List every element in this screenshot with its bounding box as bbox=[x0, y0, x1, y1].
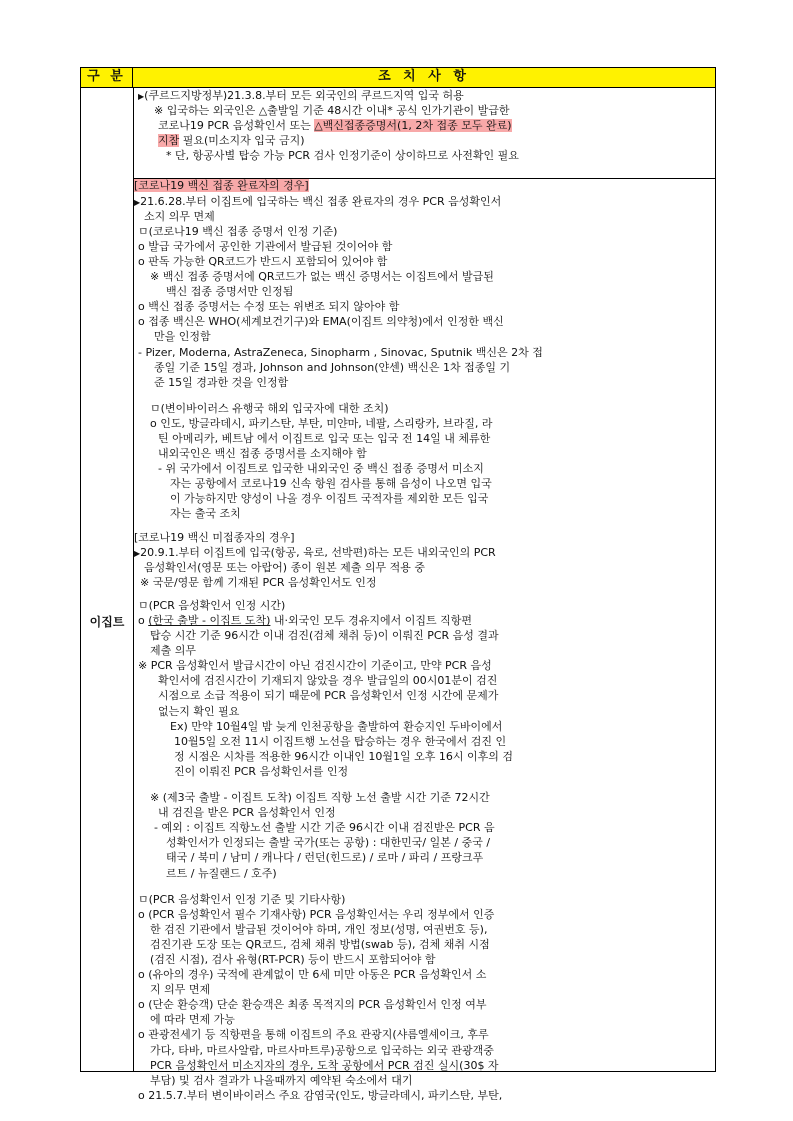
rule-line: 지 의무 면제 bbox=[150, 983, 211, 997]
subsection-heading: ㅁ(PCR 음성확인서 인정 기준 및 기타사항) bbox=[138, 892, 346, 906]
note-line: ※ (제3국 출발 - 이집트 도착) 이집트 직항 노선 출발 시간 기준 72시간 bbox=[150, 791, 490, 805]
rule-line: PCR 음성확인서 미소지자의 경우, 도착 공항에서 PCR 검진 실시(30$ 자 bbox=[150, 1058, 499, 1072]
column-divider bbox=[133, 88, 134, 1071]
footnote-line: * 단, 항공사별 탑승 가능 PCR 검사 인정기준이 상이하므로 사전확인 필요 bbox=[166, 149, 519, 163]
note-line: ※ 국문/영문 함께 기재된 PCR 음성확인서도 인정 bbox=[140, 575, 377, 589]
rule-line: 만을 인정함 bbox=[154, 330, 211, 344]
section-heading: [코로나19 백신 미접종자의 경우] bbox=[134, 530, 295, 544]
rule-line: o 21.5.7.부터 변이바이러스 주요 감염국(인도, 방글라데시, 파키스탄, 부탄, bbox=[138, 1088, 503, 1102]
note-line: ※ 백신 접종 증명서에 QR코드가 없는 백신 증명서는 이집트에서 발급된 bbox=[150, 270, 494, 284]
rule-line: o 판독 가능한 QR코드가 반드시 포함되어 있어야 함 bbox=[138, 254, 388, 268]
example-line: 10월5일 오전 11시 이집트행 노선을 탑승하는 경우 한국에서 검진 인 bbox=[174, 734, 507, 748]
triangle-bullet-icon: ▶ bbox=[134, 197, 141, 207]
example-line: 정 시점은 시차를 적용한 96시간 이내인 10월1일 오후 16시 이후의 검 bbox=[174, 749, 513, 763]
subsection-heading: ㅁ(PCR 음성확인서 인정 시간) bbox=[138, 598, 286, 612]
rule-line: 탑승 시간 기준 96시간 이내 검진(검체 채취 등)이 이뤄진 PCR 음성 결과 bbox=[150, 629, 499, 643]
section-heading: [코로나19 백신 접종 완료자의 경우] bbox=[134, 179, 309, 193]
note-line: 코로나19 PCR 음성확인서 또는 △백신접종증명서(1, 2차 접종 모두 완료) bbox=[158, 119, 512, 133]
rule-line: o 인도, 방글라데시, 파키스탄, 부탄, 미얀마, 네팔, 스리랑카, 브라질, 라 bbox=[150, 416, 493, 430]
rule-line: ▶21.6.28.부터 이집트에 입국하는 백신 접종 완료자의 경우 PCR 음성확인서 bbox=[134, 194, 502, 208]
triangle-bullet-icon: ▶ bbox=[134, 548, 141, 558]
note-line: 태국 / 북미 / 남미 / 캐나다 / 런던(힌드로) / 로마 / 파리 / 프랑크푸 bbox=[166, 851, 484, 865]
rule-line: 자는 출국 조치 bbox=[170, 507, 241, 521]
measures-content bbox=[134, 88, 694, 1103]
header-measures: 조 치 사 항 bbox=[378, 69, 470, 84]
rule-line: 준 15일 경과한 것을 인정함 bbox=[154, 375, 289, 389]
rule-line: ▶20.9.1.부터 이집트에 입국(항공, 육로, 선박편)하는 모든 내외국인의 PCR bbox=[134, 545, 496, 559]
note-line: 르트 / 뉴질랜드 / 호주) bbox=[166, 866, 277, 880]
rule-line: o (PCR 음성확인서 필수 기재사항) PCR 음성확인서는 우리 정부에서 인증 bbox=[138, 907, 495, 921]
kurdistan-entry-line: ▶(쿠르드지방정부)21.3.8.부터 모든 외국인의 쿠르드지역 입국 허용 bbox=[138, 89, 464, 102]
rule-line: 종일 기준 15일 경과, Johnson and Johnson(얀센) 백신은 1차 접종일 기 bbox=[154, 360, 511, 374]
highlighted-text: △백신접종증명서(1, 2차 접종 모두 완료) bbox=[314, 119, 512, 133]
note-line: 지참 필요(미소지자 입국 금지) bbox=[158, 134, 305, 148]
note-line: 확인서에 검진시간이 기재되지 않았을 경우 발급일의 00시01분이 검진 bbox=[158, 674, 498, 688]
note-line: 백신 접종 증명서만 인정됨 bbox=[166, 285, 294, 299]
rule-line: 한 검진 기관에서 발급된 것이어야 하며, 개인 정보(성명, 여권번호 등), bbox=[150, 922, 488, 936]
rule-line: 음성확인서(영문 또는 아랍어) 종이 원본 제출 의무 적용 중 bbox=[144, 560, 425, 574]
rule-line: - 위 국가에서 이집트로 입국한 내외국인 중 백신 접종 증명서 미소지 bbox=[158, 462, 484, 476]
subsection-heading: ㅁ(코로나19 백신 접종 증명서 인정 기준) bbox=[138, 224, 338, 238]
rule-line: 에 따라 면제 가능 bbox=[150, 1013, 235, 1027]
rule-line: 이 가능하지만 양성이 나올 경우 이집트 국적자를 제외한 모든 입국 bbox=[170, 492, 489, 506]
rule-line: 내외국인은 백신 접종 증명서를 소지해야 함 bbox=[158, 447, 367, 461]
table-header bbox=[81, 68, 715, 88]
rule-line: 제출 의무 bbox=[150, 644, 197, 658]
triangle-bullet-icon: ▶ bbox=[138, 92, 145, 101]
rule-line: o 발급 국가에서 공인한 기관에서 발급된 것이어야 함 bbox=[138, 239, 393, 253]
rule-line: 부담) 및 검사 결과가 나올때까지 예약된 숙소에서 대기 bbox=[150, 1073, 413, 1087]
rule-line: o 관광전세기 등 직항편을 통해 이집트의 주요 관광지(샤름엘셰이크, 후루 bbox=[138, 1028, 489, 1042]
rule-line: 가다, 타바, 마르사알람, 마르사마트루)공항으로 입국하는 외국 관광객중 bbox=[150, 1043, 494, 1057]
note-line: 내 검진을 받은 PCR 음성확인서 인정 bbox=[158, 806, 336, 820]
category-egypt: 이집트 bbox=[89, 615, 125, 629]
note-line: 성확인서가 인정되는 출발 국가(또는 공항) : 대한민국/ 일본 / 중국 / bbox=[166, 836, 491, 850]
note-line: - 예외 : 이집트 직항노선 출발 시간 기준 96시간 이내 검진받은 PCR 음 bbox=[154, 821, 495, 835]
rule-line: 검진기관 도장 또는 QR코드, 검체 채취 방법(swab 등), 검체 채취 시점 bbox=[150, 937, 490, 951]
highlighted-text: 지참 bbox=[158, 134, 180, 148]
example-line: 진이 이뤄진 PCR 음성확인서를 인정 bbox=[174, 764, 349, 778]
rule-line: o (한국 출발 - 이집트 도착) 내·외국인 모두 경유지에서 이집트 직항편 bbox=[138, 614, 473, 627]
note-line: ※ 입국하는 외국인은 △출발일 기준 48시간 이내* 공식 인가기관이 발급한 bbox=[154, 104, 510, 118]
rule-line: (검진 시점), 검사 유형(RT-PCR) 등이 반드시 포함되어야 함 bbox=[150, 952, 436, 966]
note-line: 시점으로 소급 적용이 되기 때문에 PCR 음성확인서 인정 시간에 문제가 bbox=[158, 689, 499, 703]
subsection-heading: ㅁ(변이바이러스 유행국 해외 입국자에 대한 조치) bbox=[150, 401, 389, 415]
rule-line: o 백신 접종 증명서는 수정 또는 위변조 되지 않아야 함 bbox=[138, 300, 400, 314]
rule-line: o 접종 백신은 WHO(세계보건기구)와 EMA(이집트 의약청)에서 인정한 백신 bbox=[138, 315, 504, 329]
note-line: ※ PCR 음성확인서 발급시간이 아닌 검진시간이 기준이고, 만약 PCR 음성 bbox=[138, 659, 492, 673]
rule-line: 자는 공항에서 코로나19 신속 항원 검사를 통해 음성이 나오면 입국 bbox=[170, 477, 492, 491]
example-line: Ex) 만약 10월4일 밤 늦게 인천공항을 출발하여 환승지인 두바이에서 bbox=[170, 719, 503, 733]
rule-line: - Pizer, Moderna, AstraZeneca, Sinopharm , Sinovac, Sputnik 백신은 2차 접 bbox=[138, 345, 543, 359]
header-category: 구 분 bbox=[81, 68, 133, 87]
rule-line: o (유아의 경우) 국적에 관계없이 만 6세 미만 아동은 PCR 음성확인서 소 bbox=[138, 968, 487, 982]
rule-line: 틴 아메리카, 베트남 에서 이집트로 입국 또는 입국 전 14일 내 체류한 bbox=[158, 431, 491, 445]
rule-line: o (단순 환승객) 단순 환승객은 최종 목적지의 PCR 음성확인서 인정 여부 bbox=[138, 998, 487, 1012]
note-line: 없는지 확인 필요 bbox=[158, 704, 240, 718]
rule-line: 소지 의무 면제 bbox=[144, 209, 215, 223]
